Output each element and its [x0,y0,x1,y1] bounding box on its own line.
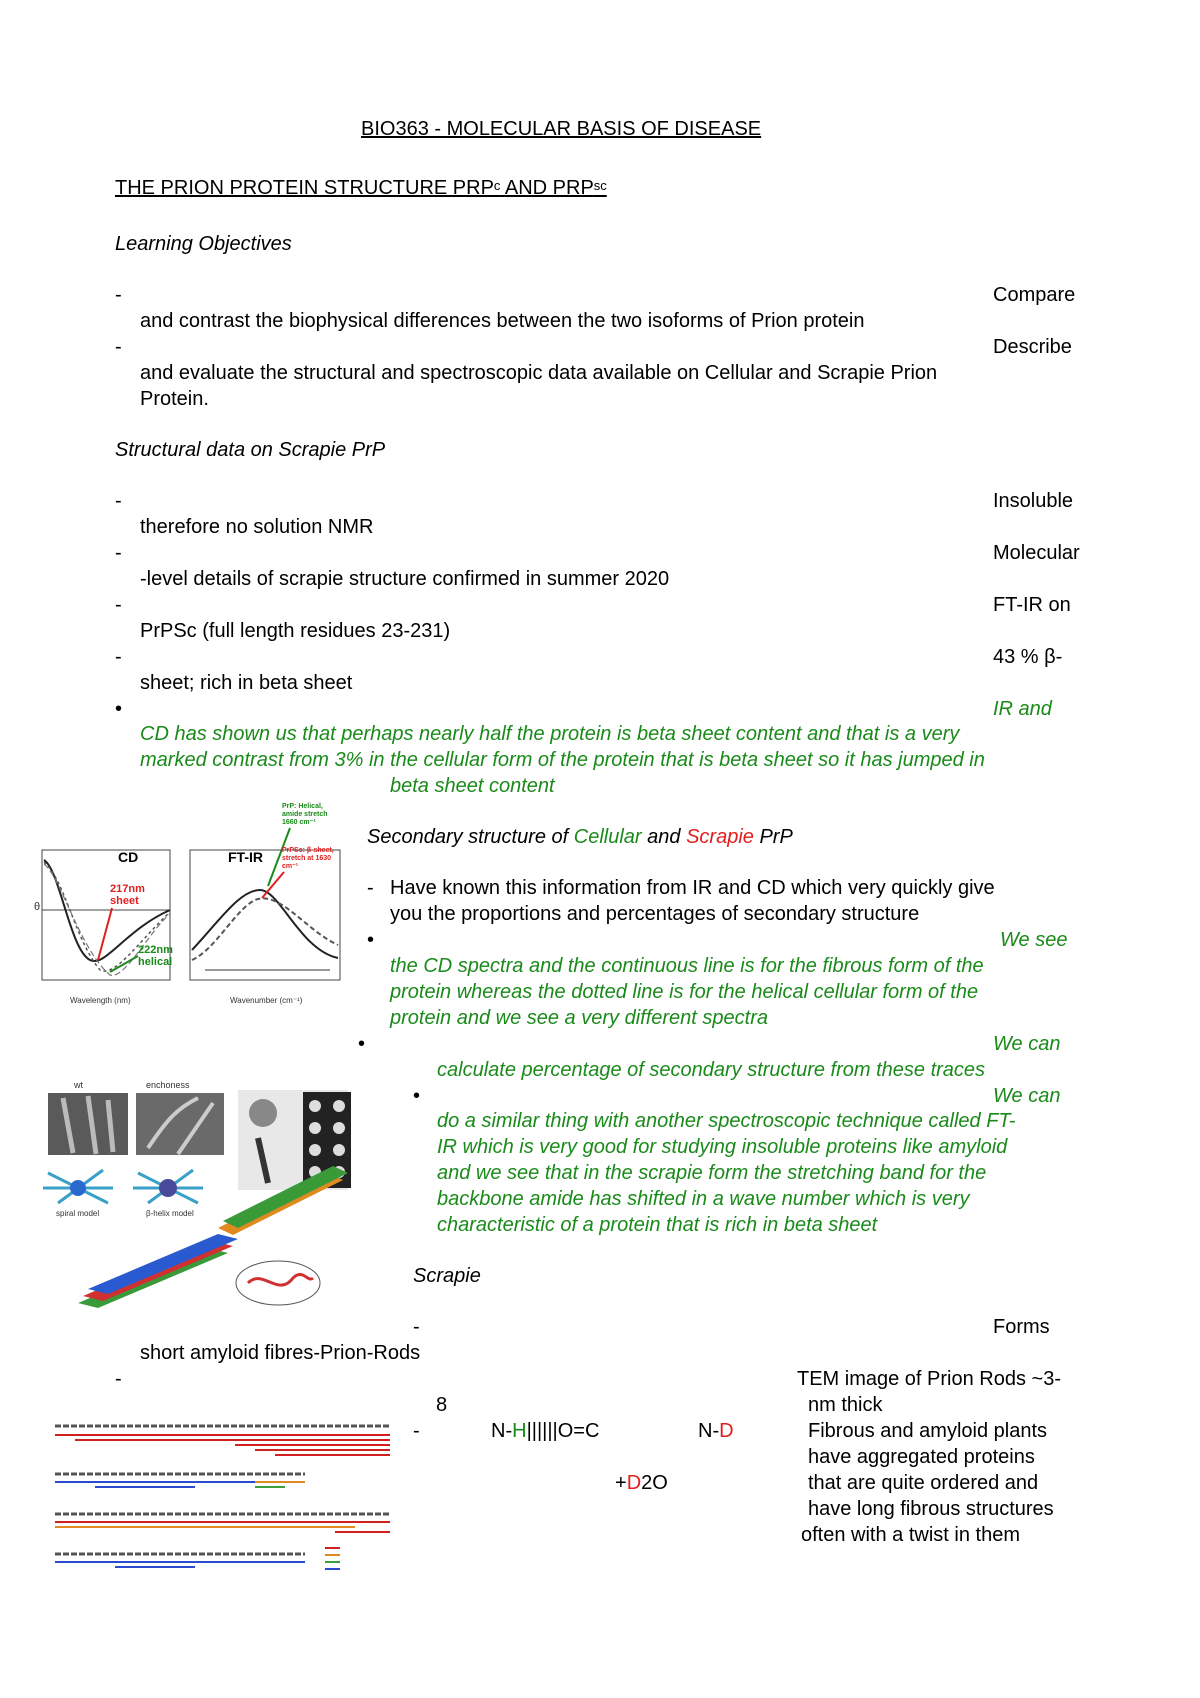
nh-rest: ||||||O=C [526,1420,600,1442]
scrapie-item-3-bullet: - [413,1420,420,1442]
alignment-block-b [55,1474,305,1487]
em-label-enchoness: enchoness [146,1080,190,1090]
ss-heading-pre: Secondary structure of [367,826,574,848]
section-title-and: AND PRP [500,177,594,199]
ss-note-3-lead: We can [993,1085,1061,1107]
cd-ann-helical: helical [138,956,173,968]
ss-dash-line-2: you the proportions and percentages of secondary structure [390,903,920,925]
ss-note-3-bullet: • [413,1085,421,1107]
alignment-legend [325,1548,340,1569]
d2o-rest: 2O [641,1472,668,1494]
scrapie-item-1-lead: Forms [993,1316,1050,1338]
ftir-ann-prp-2: amide stretch [282,811,328,818]
ftir-ann-prpsc-2: stretch at 1630 [282,855,332,862]
cd-ylabel: θ [34,901,41,913]
cd-ann-217: 217nm [110,883,145,895]
ftir-curve-dashed [192,898,338,960]
tem-line-3: Fibrous and amyloid plants [808,1420,1048,1442]
lo-item-2-text: and evaluate the structural and spectroscopic data available on Cellular and Scrapie Prion [140,362,938,384]
em-svg [28,1078,388,1310]
cd-ftir-svg [30,800,360,1010]
ss-note-1-line-2: protein whereas the dotted line is for the helical cellular form of the [390,981,979,1003]
ss-note-1-lead: We see [1000,929,1068,951]
em-label-spiral: spiral model [56,1209,100,1218]
tem-line-7: often with a twist in them [801,1524,1020,1546]
cd-ann-222: 222nm [138,944,173,956]
ss-note-2-bullet: • [358,1033,366,1055]
d2o-group [615,1470,668,1496]
alignment-block-d [55,1554,305,1567]
em-label-beta: β-helix model [146,1209,194,1218]
sequence-alignment-svg [55,1410,395,1580]
ss-note-1-line-3: protein and we see a very different spectra [390,1007,768,1029]
sd-item-1-lead: Insoluble [993,490,1074,512]
ss-note-3-line-5: characteristic of a protein that is rich in beta sheet [437,1214,878,1236]
ftir-label: FT-IR [228,849,263,865]
ss-note-3-line-1: do a similar thing with another spectroscopic technique called FT- [437,1110,1016,1132]
nd-d: D [719,1420,734,1442]
d2o-plus: + [615,1472,627,1494]
sd-item-3-lead: FT-IR on [993,594,1071,616]
scrapie-item-2-num: 8 [436,1394,448,1416]
ss-note-3-line-4: backbone amide has shifted in a wave number which is very [437,1188,970,1210]
learning-objectives-heading: Learning Objectives [115,233,292,255]
scrapie-item-2-bullet: - [115,1368,122,1390]
structural-data-heading: Structural data on Scrapie PrP [115,439,386,461]
section-title [115,175,607,201]
nh-prefix: N- [491,1420,513,1442]
sd-note-lead: IR and [993,698,1052,720]
ss-note-1-bullet: • [367,929,375,951]
ftir-ann-prp-3: 1660 cm⁻¹ [282,819,316,826]
lo-item-1-bullet: - [115,284,122,306]
tem-line-1: TEM image of Prion Rods ~3- [797,1368,1061,1390]
cd-label: CD [118,849,139,865]
sd-item-2-text: -level details of scrapie structure confirmed in summer 2020 [140,568,670,590]
sd-item-4-text: sheet; rich in beta sheet [140,672,353,694]
sd-item-3-text: PrPSc (full length residues 23-231) [140,620,451,642]
cd-ftir-figure [30,800,360,1010]
ftir-ann-prp-1: PrP: Helical, [282,803,323,810]
ftir-ann-prpsc-1: PrPSc: β-sheet, [282,847,334,854]
alignment-block-c [55,1514,390,1532]
nd-prefix: N- [698,1420,720,1442]
em-figure [28,1078,388,1310]
sd-item-3-bullet: - [115,594,122,616]
cd-xlabel: Wavelength (nm) [70,996,131,1005]
section-title-sup-sc: sc [593,178,607,193]
sd-item-2-bullet: - [115,542,122,564]
beta-helix-model-icon [133,1170,203,1203]
ss-note-2-line-1: calculate percentage of secondary structure from these traces [437,1059,986,1081]
lo-item-2-text2: Protein. [140,388,209,410]
cd-ann-sheet: sheet [110,895,139,907]
ss-heading-scrapie: Scrapie [686,826,754,848]
ftir-curve-solid [192,890,338,958]
tem-line-6: have long fibrous structures [808,1498,1054,1520]
lo-item-1-lead: Compare [993,284,1076,306]
sd-note-line-3: beta sheet content [390,775,555,797]
sequence-alignment-figure [55,1410,395,1580]
sd-item-4-bullet: - [115,646,122,668]
ss-heading-and: and [641,826,687,848]
ss-note-3-line-2: IR which is very good for studying insoluble proteins like amyloid [437,1136,1008,1158]
fibril-ribbon-model [78,1166,348,1308]
ftir-frame [190,850,340,980]
scrapie-item-1-text: short amyloid fibres-Prion-Rods [140,1342,421,1364]
ftir-xlabel: Wavenumber (cm⁻¹) [230,996,303,1005]
section-title-sup-c: c [493,178,501,193]
tem-line-5: that are quite ordered and [808,1472,1039,1494]
em-label-wt: wt [74,1080,83,1090]
sd-item-1-text: therefore no solution NMR [140,516,374,538]
lo-item-2-lead: Describe [993,336,1072,358]
scrapie-heading: Scrapie [413,1265,481,1287]
ss-note-1-line-1: the CD spectra and the continuous line is for the fibrous form of the [390,955,984,977]
em-blob [249,1099,277,1127]
sd-item-1-bullet: - [115,490,122,512]
nh-bond [491,1418,599,1444]
nh-h: H [512,1420,527,1442]
alignment-block-a [55,1426,390,1455]
tem-line-2: nm thick [808,1394,883,1416]
nd-group [698,1418,734,1444]
ss-note-3-line-3: and we see that in the scrapie form the stretching band for the [437,1162,987,1184]
ftir-arrow-red [262,872,284,898]
sd-note-bullet: • [115,698,123,720]
ftir-ann-prpsc-3: cm⁻¹ [282,863,299,870]
sd-note-line-1: CD has shown us that perhaps nearly half the protein is beta sheet content and that is a very [140,723,960,745]
spiral-model-icon [43,1170,113,1203]
secondary-structure-heading [367,824,793,850]
ss-heading-post: PrP [753,826,793,848]
section-title-main: THE PRION PROTEIN STRUCTURE PRP [115,177,494,199]
scrapie-item-1-bullet: - [413,1316,420,1338]
sd-item-2-lead: Molecular [993,542,1080,564]
lo-item-1-text: and contrast the biophysical differences between the two isoforms of Prion protein [140,310,865,332]
course-title: BIO363 - MOLECULAR BASIS OF DISEASE [361,118,762,140]
sd-note-line-2: marked contrast from 3% in the cellular form of the protein that is beta sheet so it has jumped in [140,749,985,771]
sd-item-4-lead: 43 % β- [993,646,1063,668]
ss-dash-bullet: - [367,877,374,899]
tem-line-4: have aggregated proteins [808,1446,1035,1468]
lo-item-2-bullet: - [115,336,122,358]
ss-dash-line-1: Have known this information from IR and CD which very quickly give [390,877,995,899]
d2o-d: D [626,1472,642,1494]
ss-note-2-lead: We can [993,1033,1061,1055]
ss-heading-cellular: Cellular [573,826,642,848]
